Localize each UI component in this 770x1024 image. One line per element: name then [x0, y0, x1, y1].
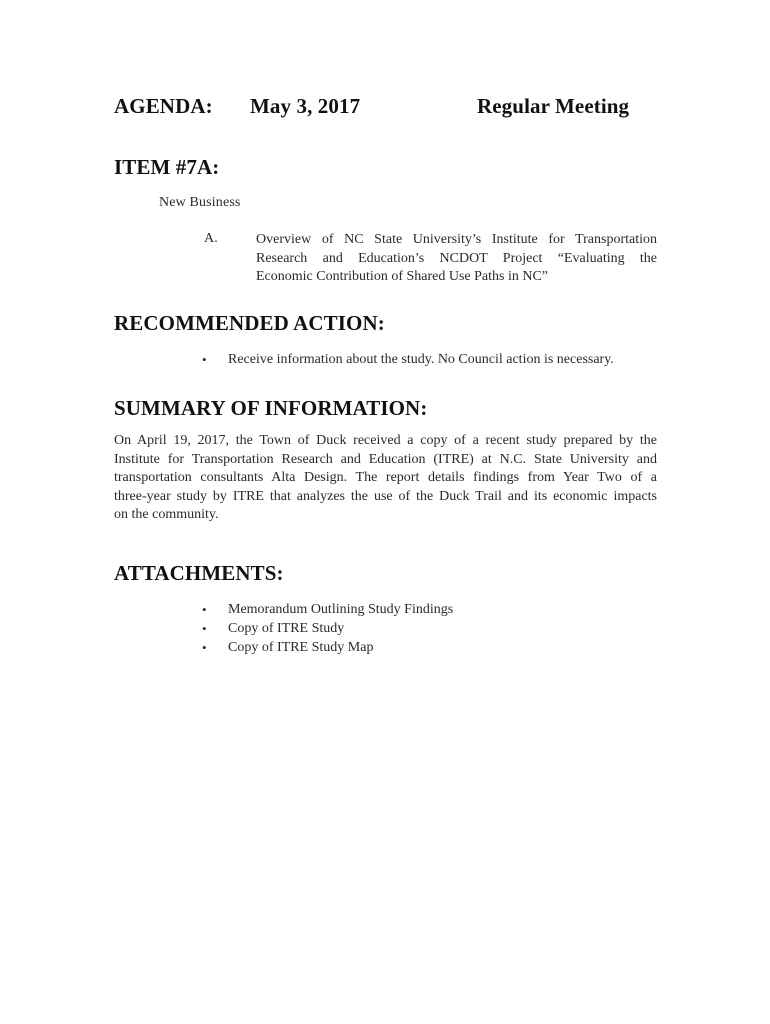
summary-heading: SUMMARY OF INFORMATION:: [114, 396, 428, 420]
attachments-list: [202, 600, 453, 657]
item-description-line: Economic Contribution of Shared Use Paths in NC”: [256, 269, 549, 285]
item-description-line: Overview of NC State University’s Institute for Transportation: [256, 232, 657, 247]
item-description: [256, 231, 657, 287]
item-category: New Business: [159, 195, 241, 210]
bullet-icon: •: [202, 621, 207, 636]
list-item: [202, 350, 614, 369]
attachment-label: Copy of ITRE Study Map: [228, 640, 374, 655]
list-item: [202, 619, 453, 638]
bullet-icon: •: [202, 352, 207, 367]
item-description-line: Research and Education’s NCDOT Project “Evaluating the: [256, 250, 657, 266]
agenda-label: AGENDA:: [114, 94, 213, 118]
attachments-heading: ATTACHMENTS:: [114, 561, 284, 585]
recommended-action-list: [202, 350, 614, 369]
meeting-type: Regular Meeting: [477, 94, 630, 118]
attachment-label: Memorandum Outlining Study Findings: [228, 602, 454, 617]
summary-line: on the community.: [114, 507, 219, 523]
recommended-action-heading: RECOMMENDED ACTION:: [114, 311, 385, 335]
list-item: [202, 600, 453, 619]
recommended-action-text: Receive information about the study. No Council action is necessary.: [228, 352, 614, 367]
bullet-icon: •: [202, 602, 207, 617]
summary-line: transportation consultants Alta Design. The report details findings from Year Two of a: [114, 470, 657, 486]
summary-line: Institute for Transportation Research and Education (ITRE) at N.C. State University and: [114, 451, 657, 467]
summary-line: On April 19, 2017, the Town of Duck received a copy of a recent study prepared by the: [114, 433, 657, 448]
bullet-icon: •: [202, 640, 207, 655]
attachment-label: Copy of ITRE Study: [228, 621, 345, 636]
item-label: ITEM #7A:: [114, 155, 220, 179]
summary-paragraph: [114, 432, 657, 525]
list-item: [202, 638, 453, 657]
meeting-date: May 3, 2017: [250, 94, 361, 118]
summary-line: three-year study by ITRE that analyzes the use of the Duck Trail and its economic impacts: [114, 488, 657, 504]
item-letter: A.: [204, 231, 218, 246]
